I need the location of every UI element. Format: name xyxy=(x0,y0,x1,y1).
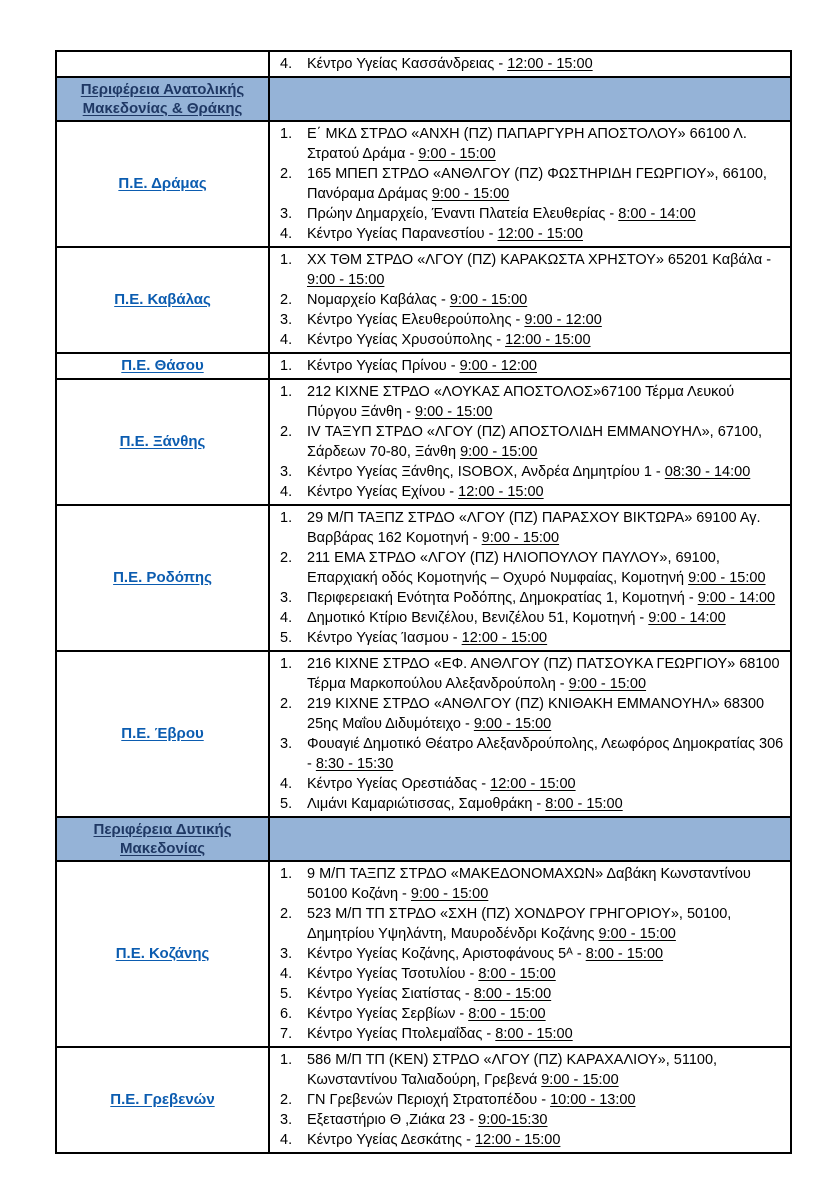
item-body xyxy=(307,984,784,1004)
region-cell xyxy=(56,247,269,353)
location-item xyxy=(280,290,784,310)
opening-hours: 12:00 - 15:00 xyxy=(474,1132,561,1148)
item-body xyxy=(307,964,784,984)
location-item xyxy=(280,774,784,794)
location-item xyxy=(280,124,784,164)
opening-hours: 8:00 - 15:00 xyxy=(478,966,556,982)
item-number: 1. xyxy=(280,510,293,526)
separator: - xyxy=(484,226,498,242)
location-item xyxy=(280,904,784,944)
location-item xyxy=(280,984,784,1004)
location-list xyxy=(280,356,784,376)
item-body xyxy=(307,588,784,608)
separator: - xyxy=(402,404,415,420)
separator: - xyxy=(307,756,316,772)
item-body xyxy=(307,164,784,204)
item-number: 3. xyxy=(280,590,293,606)
item-body xyxy=(307,124,784,164)
opening-hours: 9:00 - 15:00 xyxy=(410,886,489,902)
item-number: 3. xyxy=(280,206,293,222)
location-list xyxy=(280,508,784,648)
location-text: Φουαγιέ Δημοτικό Θέατρο Αλεξανδρούπολης, Λεωφόρος Δημοκρατίας 306 xyxy=(307,736,784,752)
item-number: 1. xyxy=(280,126,293,142)
region-link[interactable]: Π.Ε. Ροδόπης xyxy=(113,569,212,586)
location-item xyxy=(280,224,784,244)
region-group-header-cell xyxy=(56,77,269,121)
opening-hours: 9:00-15:30 xyxy=(478,1112,548,1128)
location-item xyxy=(280,694,784,734)
opening-hours: 12:00 - 15:00 xyxy=(505,332,591,348)
location-text: 586 Μ/Π ΤΠ (ΚΕΝ) ΣΤΡΔΟ «ΛΓΟΥ (ΠΖ) ΚΑΡΑΧΑΛΙΟΥ», 51100, Κωνσταντίνου Ταλιαδούρη, Γρεβενά xyxy=(307,1052,718,1088)
location-list xyxy=(280,382,784,502)
opening-hours: 8:30 - 15:30 xyxy=(315,756,394,772)
region-group-header-empty-cell xyxy=(269,817,791,861)
item-body xyxy=(307,356,784,376)
item-number: 3. xyxy=(280,464,293,480)
opening-hours: 12:00 - 15:00 xyxy=(458,484,544,500)
locations-cell xyxy=(269,247,791,353)
separator: - xyxy=(651,464,665,480)
item-body xyxy=(307,628,784,648)
location-item xyxy=(280,54,784,74)
location-text: 211 ΕΜΑ ΣΤΡΔΟ «ΛΓΟΥ (ΠΖ) ΗΛΙΟΠΟΥΛΟΥ ΠΑΥΛΟΥ», 69100, Επαρχιακή οδός Κομοτηνής – Οχυρό Νυμφαίας, Κομοτηνή xyxy=(307,550,720,586)
region-cell xyxy=(56,861,269,1047)
item-number: 4. xyxy=(280,776,293,792)
locations-cell xyxy=(269,121,791,247)
separator: - xyxy=(460,716,474,732)
opening-hours: 9:00 - 15:00 xyxy=(541,1072,619,1088)
separator: - xyxy=(605,206,619,222)
opening-hours: 9:00 - 15:00 xyxy=(688,570,766,586)
region-group-title: Περιφέρεια Ανατολικής Μακεδονίας & Θράκης xyxy=(80,81,245,117)
separator: - xyxy=(477,776,491,792)
separator: - xyxy=(460,986,474,1002)
location-item xyxy=(280,310,784,330)
separator: - xyxy=(448,630,462,646)
item-body xyxy=(307,548,784,588)
item-number: 1. xyxy=(280,358,293,374)
location-item xyxy=(280,330,784,350)
separator: - xyxy=(537,1092,551,1108)
item-number: 6. xyxy=(280,1006,293,1022)
region-group-header-row xyxy=(56,817,791,861)
item-number: 4. xyxy=(280,610,293,626)
item-body xyxy=(307,250,784,290)
opening-hours: 12:00 - 15:00 xyxy=(497,226,583,242)
region-link[interactable]: Π.Ε. Δράμας xyxy=(118,175,207,192)
item-number: 3. xyxy=(280,946,293,962)
item-body xyxy=(307,224,784,244)
region-group-title: Περιφέρεια Δυτικής Μακεδονίας xyxy=(93,821,232,857)
item-body xyxy=(307,462,784,482)
item-number: 2. xyxy=(280,292,293,308)
locations-cell xyxy=(269,353,791,379)
region-cell xyxy=(56,505,269,651)
separator: - xyxy=(635,610,649,626)
opening-hours: 9:00 - 15:00 xyxy=(598,926,676,942)
opening-hours: 9:00 - 15:00 xyxy=(418,146,496,162)
opening-hours: 9:00 - 15:00 xyxy=(449,292,528,308)
item-body xyxy=(307,1110,784,1130)
location-text: Κέντρο Υγείας Τσοτυλίου xyxy=(307,966,466,982)
item-number: 4. xyxy=(280,966,293,982)
location-text: IV ΤΑΞΥΠ ΣΤΡΔΟ «ΛΓΟΥ (ΠΖ) ΑΠΟΣΤΟΛΙΔΗ ΕΜΜΑΝΟΥΗΛ», 67100, Σάρδεων 70-80, Ξάνθη xyxy=(307,424,763,460)
location-item xyxy=(280,1004,784,1024)
item-number: 4. xyxy=(280,226,293,242)
item-number: 1. xyxy=(280,656,293,672)
opening-hours: 9:00 - 15:00 xyxy=(460,444,538,460)
opening-hours: 8:00 - 15:00 xyxy=(585,946,664,962)
table-row xyxy=(56,861,791,1047)
location-text: Νομαρχείο Καβάλας xyxy=(307,292,437,308)
schedule-table xyxy=(55,50,792,1154)
item-number: 1. xyxy=(280,1052,293,1068)
location-text: 212 ΚΙΧΝΕ ΣΤΡΔΟ «ΛΟΥΚΑΣ ΑΠΟΣΤΟΛΟΣ»67100 Τέρμα Λευκού Πύργου Ξάνθη xyxy=(307,384,735,420)
opening-hours: 9:00 - 15:00 xyxy=(415,404,493,420)
location-text: Κέντρο Υγείας Χρυσούπολης xyxy=(307,332,493,348)
separator: - xyxy=(468,530,482,546)
locations-cell xyxy=(269,379,791,505)
separator: - xyxy=(482,1026,496,1042)
item-number: 5. xyxy=(280,630,293,646)
location-text: Δημοτικό Κτίριο Βενιζέλου, Βενιζέλου 51, Κομοτηνή xyxy=(307,610,636,626)
location-list xyxy=(280,654,784,814)
location-item xyxy=(280,608,784,628)
location-text: Κέντρο Υγείας Εχίνου xyxy=(307,484,446,500)
locations-cell xyxy=(269,861,791,1047)
location-text: Κέντρο Υγείας Κασσάνδρειας xyxy=(307,56,495,72)
locations-cell xyxy=(269,1047,791,1153)
location-item xyxy=(280,654,784,694)
location-list xyxy=(280,864,784,1044)
location-item xyxy=(280,164,784,204)
region-cell xyxy=(56,51,269,77)
location-text: Κέντρο Υγείας Σερβίων xyxy=(307,1006,456,1022)
separator: - xyxy=(684,590,698,606)
region-group-header-row xyxy=(56,77,791,121)
location-text: Κέντρο Υγείας Ίασμου xyxy=(307,630,449,646)
item-body xyxy=(307,204,784,224)
item-number: 4. xyxy=(280,56,293,72)
item-number: 1. xyxy=(280,252,293,268)
item-number: 3. xyxy=(280,312,293,328)
item-number: 2. xyxy=(280,696,293,712)
opening-hours: 9:00 - 14:00 xyxy=(697,590,776,606)
item-number: 3. xyxy=(280,736,293,752)
location-text: Ε΄ ΜΚΔ ΣΤΡΔΟ «ΑΝΧΗ (ΠΖ) ΠΑΠΑΡΓΥΡΗ ΑΠΟΣΤΟΛΟΥ» 66100 Λ. Στρατού Δράμα xyxy=(307,126,747,162)
location-item xyxy=(280,864,784,904)
location-item xyxy=(280,548,784,588)
separator: - xyxy=(572,946,586,962)
region-link[interactable]: Π.Ε. Ξάνθης xyxy=(119,433,206,450)
location-text: Κέντρο Υγείας Ορεστιάδας xyxy=(307,776,478,792)
item-number: 2. xyxy=(280,550,293,566)
region-cell xyxy=(56,121,269,247)
region-link[interactable]: Π.Ε. Θάσου xyxy=(121,357,204,374)
location-item xyxy=(280,1110,784,1130)
region-cell xyxy=(56,353,269,379)
opening-hours: 9:00 - 15:00 xyxy=(481,530,560,546)
separator: - xyxy=(446,358,460,374)
location-item xyxy=(280,356,784,376)
item-number: 2. xyxy=(280,1092,293,1108)
table-row xyxy=(56,247,791,353)
region-cell xyxy=(56,651,269,817)
location-item xyxy=(280,1130,784,1150)
separator: - xyxy=(532,796,546,812)
table-row xyxy=(56,651,791,817)
opening-hours: 9:00 - 15:00 xyxy=(473,716,552,732)
location-text: ΓΝ Γρεβενών Περιοχή Στρατοπέδου xyxy=(307,1092,538,1108)
table-row xyxy=(56,505,791,651)
location-text: Κέντρο Υγείας Ξάνθης, ISOBOX, Ανδρέα Δημητρίου 1 xyxy=(307,464,652,480)
location-list xyxy=(280,250,784,350)
item-body xyxy=(307,482,784,502)
separator: - xyxy=(398,886,411,902)
item-number: 4. xyxy=(280,332,293,348)
table-row xyxy=(56,121,791,247)
location-list xyxy=(280,54,784,74)
item-body xyxy=(307,864,784,904)
item-body xyxy=(307,508,784,548)
location-item xyxy=(280,482,784,502)
opening-hours: 8:00 - 15:00 xyxy=(495,1026,573,1042)
location-text: 523 Μ/Π ΤΠ ΣΤΡΔΟ «ΣΧΗ (ΠΖ) ΧΟΝΔΡΟΥ ΓΡΗΓΟΡΙΟΥ», 50100, Δημητρίου Υψηλάντη, Μαυροδένδρι Κοζάνης xyxy=(307,906,732,942)
item-number: 5. xyxy=(280,796,293,812)
location-item xyxy=(280,1024,784,1044)
opening-hours: 9:00 - 15:00 xyxy=(431,186,510,202)
table-row xyxy=(56,379,791,505)
location-text: Κέντρο Υγείας Παρανεστίου xyxy=(307,226,485,242)
separator: - xyxy=(762,252,772,268)
location-item xyxy=(280,1050,784,1090)
location-list xyxy=(280,1050,784,1150)
item-number: 3. xyxy=(280,1112,293,1128)
region-link[interactable]: Π.Ε. Καβάλας xyxy=(114,291,211,308)
location-text: Κέντρο Υγείας Σιατίστας xyxy=(307,986,461,1002)
opening-hours: 9:00 - 12:00 xyxy=(459,358,537,374)
opening-hours: 9:00 - 15:00 xyxy=(568,676,647,692)
location-item xyxy=(280,794,784,814)
location-text: 29 Μ/Π ΤΑΞΠΖ ΣΤΡΔΟ «ΛΓΟΥ (ΠΖ) ΠΑΡΑΣΧΟΥ ΒΙΚΤΩΡΑ» 69100 Αγ. Βαρβάρας 162 Κομοτηνή xyxy=(307,510,761,546)
region-group-header-empty-cell xyxy=(269,77,791,121)
locations-cell xyxy=(269,651,791,817)
item-number: 7. xyxy=(280,1026,293,1042)
location-text: Κέντρο Υγείας Κοζάνης, Αριστοφάνους 5ᴬ xyxy=(307,946,573,962)
item-body xyxy=(307,904,784,944)
item-body xyxy=(307,774,784,794)
region-group-header-cell xyxy=(56,817,269,861)
opening-hours: 9:00 - 15:00 xyxy=(307,272,385,288)
location-text: Κέντρο Υγείας Πρίνου xyxy=(307,358,447,374)
location-item xyxy=(280,382,784,422)
opening-hours: 12:00 - 15:00 xyxy=(461,630,548,646)
opening-hours: 12:00 - 15:00 xyxy=(507,56,593,72)
schedule-table-body xyxy=(56,51,791,1153)
region-link[interactable]: Π.Ε. Γρεβενών xyxy=(110,1091,215,1108)
location-text: Κέντρο Υγείας Πτολεμαΐδας xyxy=(307,1026,483,1042)
region-link[interactable]: Π.Ε. Κοζάνης xyxy=(115,945,210,962)
item-number: 4. xyxy=(280,484,293,500)
location-text: Εξεταστήριο Θ ,Ζιάκα 23 xyxy=(307,1112,466,1128)
separator: - xyxy=(436,292,450,308)
item-number: 1. xyxy=(280,866,293,882)
item-body xyxy=(307,734,784,774)
location-text: Περιφερειακή Ενότητα Ροδόπης, Δημοκρατίας 1, Κομοτηνή xyxy=(307,590,685,606)
item-number: 2. xyxy=(280,906,293,922)
item-body xyxy=(307,1090,784,1110)
separator: - xyxy=(492,332,506,348)
item-body xyxy=(307,310,784,330)
location-text: Λιμάνι Καμαριώτισσας, Σαμοθράκη xyxy=(307,796,533,812)
item-body xyxy=(307,1004,784,1024)
separator: - xyxy=(555,676,569,692)
separator: - xyxy=(455,1006,469,1022)
location-item xyxy=(280,734,784,774)
item-body xyxy=(307,330,784,350)
location-text: 9 Μ/Π ΤΑΞΠΖ ΣΤΡΔΟ «ΜΑΚΕΔΟΝΟΜΑΧΩΝ» Δαβάκη Κωνσταντίνου 50100 Κοζάνη xyxy=(307,866,751,902)
opening-hours: 8:00 - 15:00 xyxy=(545,796,623,812)
location-text: Κέντρο Υγείας Δεσκάτης xyxy=(307,1132,463,1148)
location-item xyxy=(280,250,784,290)
location-item xyxy=(280,1090,784,1110)
opening-hours: 10:00 - 13:00 xyxy=(550,1092,636,1108)
location-text: 219 ΚΙΧΝΕ ΣΤΡΔΟ «ΑΝΘΛΓΟΥ (ΠΖ) ΚΝΙΘΑΚΗ ΕΜΜΑΝΟΥΗΛ» 68300 25ης Μαΐου Διδυμότειχο xyxy=(307,696,765,732)
location-text: 216 ΚΙΧΝΕ ΣΤΡΔΟ «ΕΦ. ΑΝΘΛΓΟΥ (ΠΖ) ΠΑΤΣΟΥΚΑ ΓΕΩΡΓΙΟΥ» 68100 Τέρμα Μαρκοπούλου Αλεξανδρούπολη xyxy=(307,656,780,692)
region-cell xyxy=(56,1047,269,1153)
locations-cell xyxy=(269,51,791,77)
location-text: 165 ΜΠΕΠ ΣΤΡΔΟ «ΑΝΘΛΓΟΥ (ΠΖ) ΦΩΣΤΗΡΙΔΗ ΓΕΩΡΓΙΟΥ», 66100, Πανόραμα Δράμας xyxy=(307,166,767,202)
opening-hours: 08:30 - 14:00 xyxy=(664,464,751,480)
location-item xyxy=(280,508,784,548)
region-link[interactable]: Π.Ε. Έβρου xyxy=(121,725,204,742)
table-row xyxy=(56,1047,791,1153)
opening-hours: 9:00 - 14:00 xyxy=(648,610,726,626)
item-body xyxy=(307,694,784,734)
item-number: 1. xyxy=(280,384,293,400)
item-number: 2. xyxy=(280,424,293,440)
opening-hours: 8:00 - 15:00 xyxy=(468,1006,546,1022)
separator: - xyxy=(462,1132,475,1148)
location-item xyxy=(280,628,784,648)
item-number: 4. xyxy=(280,1132,293,1148)
item-body xyxy=(307,290,784,310)
opening-hours: 8:00 - 14:00 xyxy=(618,206,696,222)
item-body xyxy=(307,422,784,462)
table-row xyxy=(56,51,791,77)
region-cell xyxy=(56,379,269,505)
item-body xyxy=(307,944,784,964)
location-item xyxy=(280,964,784,984)
separator: - xyxy=(465,966,479,982)
location-text: Κέντρο Υγείας Ελευθερούπολης xyxy=(307,312,512,328)
location-text: Πρώην Δημαρχείο, Έναντι Πλατεία Ελευθερίας xyxy=(307,206,606,222)
item-body xyxy=(307,382,784,422)
item-body xyxy=(307,1130,784,1150)
item-number: 5. xyxy=(280,986,293,1002)
location-item xyxy=(280,422,784,462)
locations-cell xyxy=(269,505,791,651)
item-body xyxy=(307,794,784,814)
opening-hours: 9:00 - 12:00 xyxy=(524,312,602,328)
separator: - xyxy=(445,484,459,500)
separator: - xyxy=(511,312,525,328)
item-body xyxy=(307,654,784,694)
location-item xyxy=(280,462,784,482)
separator: - xyxy=(494,56,508,72)
item-body xyxy=(307,54,784,74)
item-number: 2. xyxy=(280,166,293,182)
location-item xyxy=(280,204,784,224)
table-row xyxy=(56,353,791,379)
separator: - xyxy=(465,1112,479,1128)
item-body xyxy=(307,608,784,628)
location-text: ΧΧ ΤΘΜ ΣΤΡΔΟ «ΛΓΟΥ (ΠΖ) ΚΑΡΑΚΩΣΤΑ ΧΡΗΣΤΟΥ» 65201 Καβάλα xyxy=(307,252,763,268)
separator: - xyxy=(405,146,419,162)
location-item xyxy=(280,944,784,964)
item-body xyxy=(307,1024,784,1044)
location-item xyxy=(280,588,784,608)
item-body xyxy=(307,1050,784,1090)
opening-hours: 12:00 - 15:00 xyxy=(490,776,576,792)
location-list xyxy=(280,124,784,244)
opening-hours: 8:00 - 15:00 xyxy=(473,986,552,1002)
